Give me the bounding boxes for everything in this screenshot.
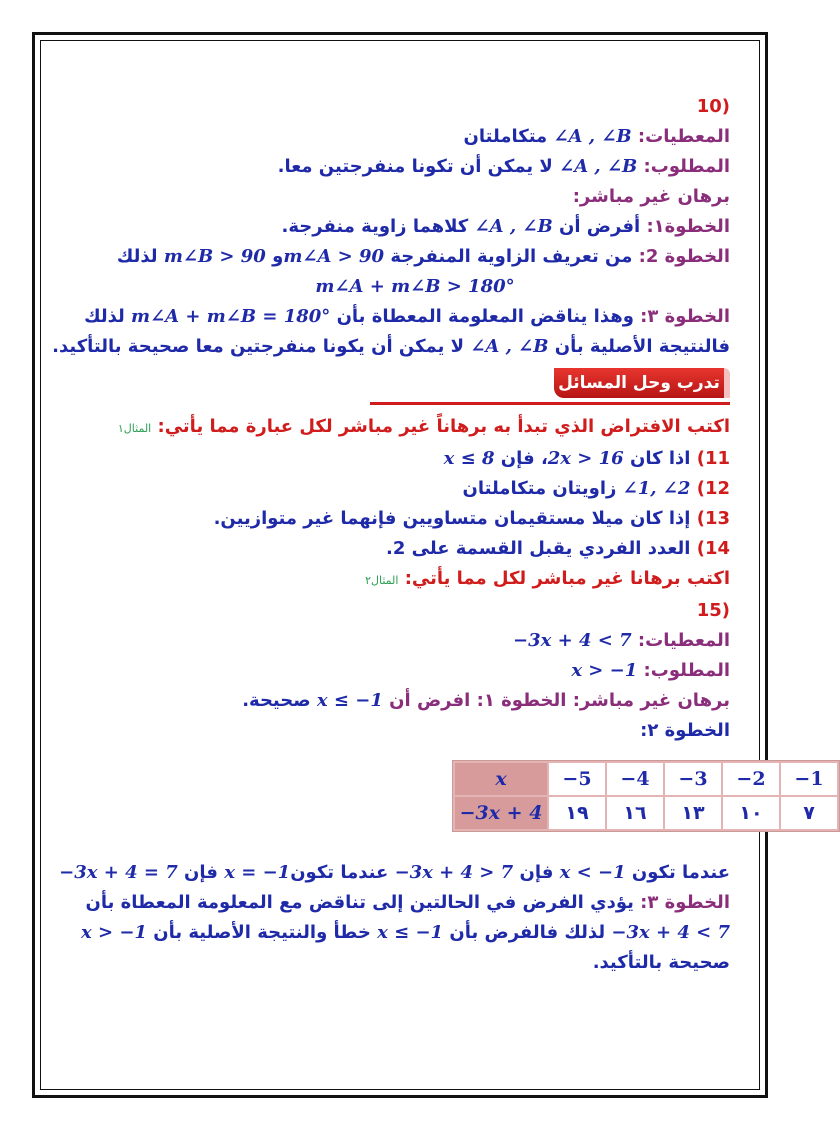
ex15-cases bbox=[59, 858, 730, 888]
table-cell-expr: ١٠ bbox=[723, 797, 779, 829]
table-cell-x: −3 bbox=[665, 763, 721, 795]
step2-post: لذلك bbox=[116, 246, 158, 267]
exercise-14 bbox=[100, 534, 730, 564]
table-cell-x: −5 bbox=[549, 763, 605, 795]
banner-label: تدرب وحل المسائل bbox=[554, 368, 730, 398]
exercise-15-given bbox=[100, 626, 730, 656]
ex15-step3-math: −3x + 4 < 7 bbox=[611, 922, 730, 943]
conclusion-math: ∠A , ∠B bbox=[470, 336, 549, 357]
exercise-10-step2-result bbox=[100, 272, 730, 302]
ex15-step2-label: الخطوة ٢: bbox=[640, 720, 730, 741]
instructions-2-ref: المثال٢ bbox=[365, 574, 399, 587]
ex15-step3-mid: لذلك فالفرض بأن bbox=[449, 922, 606, 943]
ex15-step1-pre: افرض أن bbox=[389, 690, 471, 711]
exercise-15-number: (15 bbox=[696, 600, 730, 621]
exercise-13-text: إذا كان ميلا مستقيمان متساويين فإنهما غير متوازيين. bbox=[213, 508, 691, 529]
step2-result: m∠A + m∠B > 180° bbox=[315, 276, 515, 297]
exercise-12 bbox=[100, 474, 730, 504]
exercise-15-step1 bbox=[100, 686, 730, 716]
section-banner bbox=[100, 368, 730, 408]
ex15-step1-math: x ≤ −1 bbox=[316, 690, 383, 711]
table-row bbox=[455, 763, 837, 795]
given-math: ∠A , ∠B bbox=[553, 126, 632, 147]
step1-math: ∠A , ∠B bbox=[474, 216, 553, 237]
exercise-10-step2 bbox=[100, 242, 730, 272]
step2-math2: m∠B > 90 bbox=[163, 246, 266, 267]
when1-math: x < −1 bbox=[559, 862, 626, 883]
ex15-required-label: المطلوب: bbox=[643, 660, 730, 681]
conclusion-post: لا يمكن أن يكونا منفرجتين معا صحيحة بالتأكيد. bbox=[52, 336, 465, 357]
exercise-10-conclusion bbox=[52, 332, 730, 362]
when1-then: فإن bbox=[519, 862, 554, 883]
exercise-13 bbox=[100, 504, 730, 534]
values-table bbox=[452, 760, 840, 832]
table-cell-expr: ١٦ bbox=[607, 797, 663, 829]
ex15-step3-math3: x > −1 bbox=[81, 922, 147, 943]
step1-pre: أفرض أن bbox=[558, 216, 641, 237]
conclusion-pre: فالنتيجة الأصلية بأن bbox=[554, 336, 730, 357]
step3-label: الخطوة ٣: bbox=[640, 306, 730, 327]
instructions-1-ref: المثال١ bbox=[117, 422, 152, 435]
given-label: المعطيات: bbox=[637, 126, 730, 147]
step1-label: الخطوة١: bbox=[646, 216, 730, 237]
step2-and: و bbox=[272, 246, 284, 267]
page-content bbox=[52, 92, 824, 978]
step2-label: الخطوة 2: bbox=[638, 246, 730, 267]
exercise-10-required bbox=[100, 152, 730, 182]
step3-pre: وهذا يناقض المعلومة المعطاة بأن bbox=[336, 306, 634, 327]
ex15-step1-post: صحيحة. bbox=[242, 690, 311, 711]
table-cell-x: −4 bbox=[607, 763, 663, 795]
when2-then: فإن bbox=[184, 862, 218, 883]
exercise-10-number: (10 bbox=[696, 96, 730, 117]
ex15-step3-text: يؤدي الفرض في الحالتين إلى تناقض مع المعلومة المعطاة بأن bbox=[85, 892, 634, 913]
instructions-1 bbox=[100, 412, 730, 444]
spacer bbox=[100, 832, 730, 858]
when2-math: x = −1 bbox=[224, 862, 291, 883]
ex15-step3 bbox=[85, 888, 730, 918]
table-cell-expr: ١٩ bbox=[549, 797, 605, 829]
given-text: متكاملتان bbox=[463, 126, 548, 147]
ex15-required-math: x > −1 bbox=[571, 660, 638, 681]
ex15-step3-math2: x ≤ −1 bbox=[377, 922, 444, 943]
table-header-expr: −3x + 4 bbox=[455, 797, 547, 829]
table-cell-x: −2 bbox=[723, 763, 779, 795]
exercise-12-text: زاويتان متكاملتان bbox=[462, 478, 617, 499]
exercise-13-number: 13) bbox=[696, 508, 730, 529]
exercise-15-required bbox=[100, 656, 730, 686]
ex15-conclusion: صحيحة بالتأكيد. bbox=[592, 952, 730, 973]
step3-post: لذلك bbox=[84, 306, 125, 327]
exercise-10-step1 bbox=[100, 212, 730, 242]
ex15-step3-cont bbox=[81, 918, 730, 948]
instructions-1-text: اكتب الافتراض الذي تبدأ به برهاناً غير مباشر لكل عبارة مما يأتي: bbox=[157, 416, 730, 437]
ex15-step3-mid2: خطأ والنتيجة الأصلية بأن bbox=[153, 922, 371, 943]
ex15-proof-label: برهان غير مباشر: bbox=[572, 690, 730, 711]
exercise-10-step3 bbox=[84, 302, 730, 332]
ex15-given-label: المعطيات: bbox=[637, 630, 730, 651]
table-cell-expr: ١٣ bbox=[665, 797, 721, 829]
exercise-14-number: 14) bbox=[696, 538, 730, 559]
required-label: المطلوب: bbox=[643, 156, 730, 177]
exercise-11 bbox=[100, 444, 730, 474]
when2-result: −3x + 4 = 7 bbox=[59, 862, 178, 883]
when2-pre: عندما تكون bbox=[290, 862, 389, 883]
exercise-10-given bbox=[100, 122, 730, 152]
ex15-step3-label: الخطوة ٣: bbox=[640, 892, 730, 913]
exercise-11-math1: 2x > 16 bbox=[547, 448, 624, 469]
table-cell-x: −1 bbox=[781, 763, 837, 795]
exercise-14-text: العدد الفردي يقبل القسمة على 2. bbox=[386, 538, 691, 559]
when1-pre: عندما تكون bbox=[631, 862, 730, 883]
instructions-2-text: اكتب برهانا غير مباشر لكل مما يأتي: bbox=[404, 568, 730, 589]
ex15-given-math: −3x + 4 < 7 bbox=[513, 630, 632, 651]
required-math: ∠A , ∠B bbox=[559, 156, 638, 177]
when1-result: −3x + 4 > 7 bbox=[394, 862, 514, 883]
step3-math: m∠A + m∠B = 180° bbox=[131, 306, 331, 327]
exercise-11-number: 11) bbox=[696, 448, 730, 469]
exercise-12-math: ∠1, ∠2 bbox=[622, 478, 691, 499]
table-row bbox=[455, 797, 837, 829]
indirect-proof-label: برهان غير مباشر: bbox=[572, 186, 730, 207]
exercise-12-number: 12) bbox=[696, 478, 730, 499]
exercise-11-math2: x ≤ 8 bbox=[443, 448, 495, 469]
step2-pre: من تعريف الزاوية المنفرجة bbox=[390, 246, 633, 267]
ex15-step1-label: الخطوة ١: bbox=[476, 690, 567, 711]
table-cell-expr: ٧ bbox=[781, 797, 837, 829]
instructions-2 bbox=[100, 564, 730, 596]
table-header-x: x bbox=[455, 763, 547, 795]
exercise-11-mid: ، فإن bbox=[500, 448, 548, 469]
exercise-11-pre: اذا كان bbox=[629, 448, 691, 469]
step2-math1: m∠A > 90 bbox=[283, 246, 385, 267]
step1-post: كلاهما زاوية منفرجة. bbox=[281, 216, 469, 237]
required-text: لا يمكن أن تكونا منفرجتين معا. bbox=[277, 156, 553, 177]
